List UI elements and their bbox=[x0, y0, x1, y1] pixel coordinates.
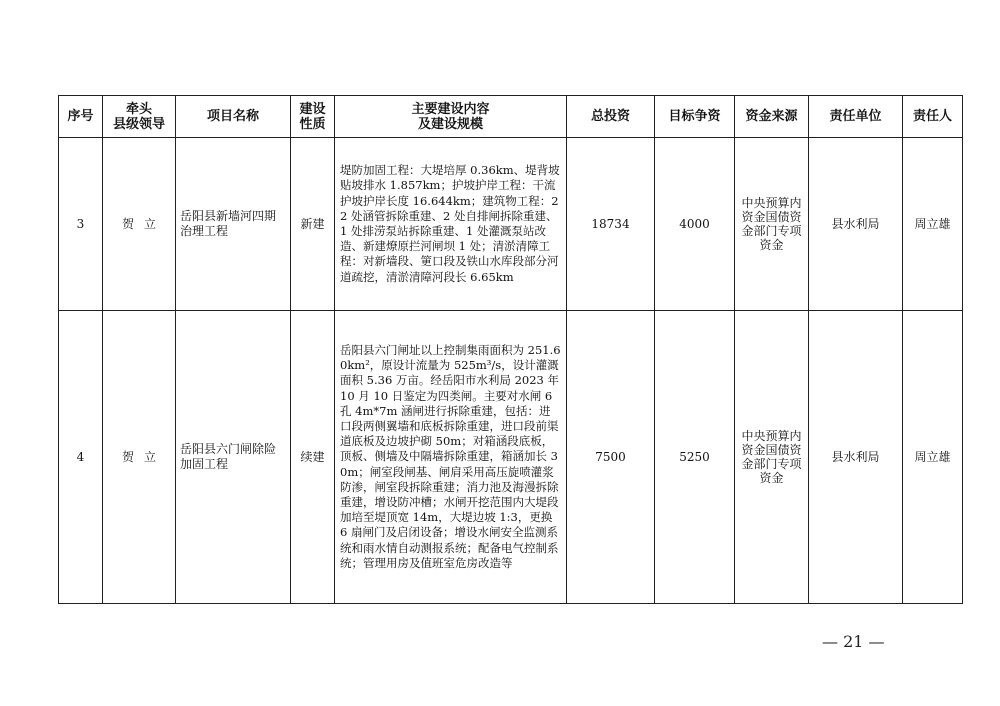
cell-seq: 3 bbox=[59, 138, 103, 311]
header-row bbox=[59, 96, 963, 138]
cell-total-investment: 18734 bbox=[567, 138, 655, 311]
cell-project-name: 岳阳县六门闸除险加固工程 bbox=[176, 311, 291, 604]
table-row bbox=[59, 138, 963, 311]
cell-leader: 贺立 bbox=[103, 311, 176, 604]
header-unit: 责任单位 bbox=[809, 96, 903, 138]
header-target: 目标争资 bbox=[655, 96, 735, 138]
header-nature: 建设 性质 bbox=[291, 96, 335, 138]
table-row bbox=[59, 311, 963, 604]
header-name: 项目名称 bbox=[176, 96, 291, 138]
cell-nature: 续建 bbox=[291, 311, 335, 604]
project-table bbox=[58, 95, 963, 604]
cell-target: 4000 bbox=[655, 138, 735, 311]
page-number: — 21 — bbox=[822, 632, 885, 651]
cell-content: 岳阳县六门闸址以上控制集雨面积为 251.60km²，原设计流量为 525m³/s，设计灌溉面积 5.36 万亩。经岳阳市水利局 2023 年 10 月 10 日鉴定为四类闸。主要对水闸 6 孔 4m*7m 涵闸进行拆除重建，包括：进口段两侧翼墙和底板拆除重建，进口段前渠道底板及边坡护砌 50m；对箱涵段底板，顶板、侧墙及中隔墙拆除重建，箱涵加长 30m；闸室段闸基、闸肩采用高压旋喷灌浆防渗，闸室段拆除重建；消力池及海漫拆除重建，增设防冲槽；水闸开挖范围内大堤段加培至堤顶宽 14m，大堤边坡 1:3，更换 6 扇闸门及启闭设备；增设水闸安全监测系统和雨水情自动测报系统；配备电气控制系统；管理用房及值班室危房改造等 bbox=[335, 311, 567, 604]
cell-person: 周立雄 bbox=[903, 138, 963, 311]
cell-source: 中央预算内资金国债资金部门专项资金 bbox=[735, 138, 809, 311]
cell-project-name: 岳阳县新墙河四期治理工程 bbox=[176, 138, 291, 311]
cell-nature: 新建 bbox=[291, 138, 335, 311]
header-source: 资金来源 bbox=[735, 96, 809, 138]
cell-source: 中央预算内资金国债资金部门专项资金 bbox=[735, 311, 809, 604]
cell-unit: 县水利局 bbox=[809, 138, 903, 311]
cell-content: 堤防加固工程：大堤培厚 0.36km、堤背坡贴坡排水 1.857km；护坡护岸工程：干流护坡护岸长度 16.644km；建筑物工程：22 处涵管拆除重建、2 处自排闸拆除重建、1 处排涝泵站拆除重建、1 处灌溉泵站改造、新建燎原拦河闸坝 1 处；清淤清障工程：对新墙段、筻口段及铁山水库段部分河道疏挖，清淤清障河段长 6.65km bbox=[335, 138, 567, 311]
header-total-investment: 总投资 bbox=[567, 96, 655, 138]
cell-seq: 4 bbox=[59, 311, 103, 604]
header-person: 责任人 bbox=[903, 96, 963, 138]
header-seq: 序号 bbox=[59, 96, 103, 138]
cell-target: 5250 bbox=[655, 311, 735, 604]
cell-total-investment: 7500 bbox=[567, 311, 655, 604]
cell-leader: 贺立 bbox=[103, 138, 176, 311]
cell-person: 周立雄 bbox=[903, 311, 963, 604]
header-leader: 牵头 县级领导 bbox=[103, 96, 176, 138]
cell-unit: 县水利局 bbox=[809, 311, 903, 604]
header-content: 主要建设内容 及建设规模 bbox=[335, 96, 567, 138]
